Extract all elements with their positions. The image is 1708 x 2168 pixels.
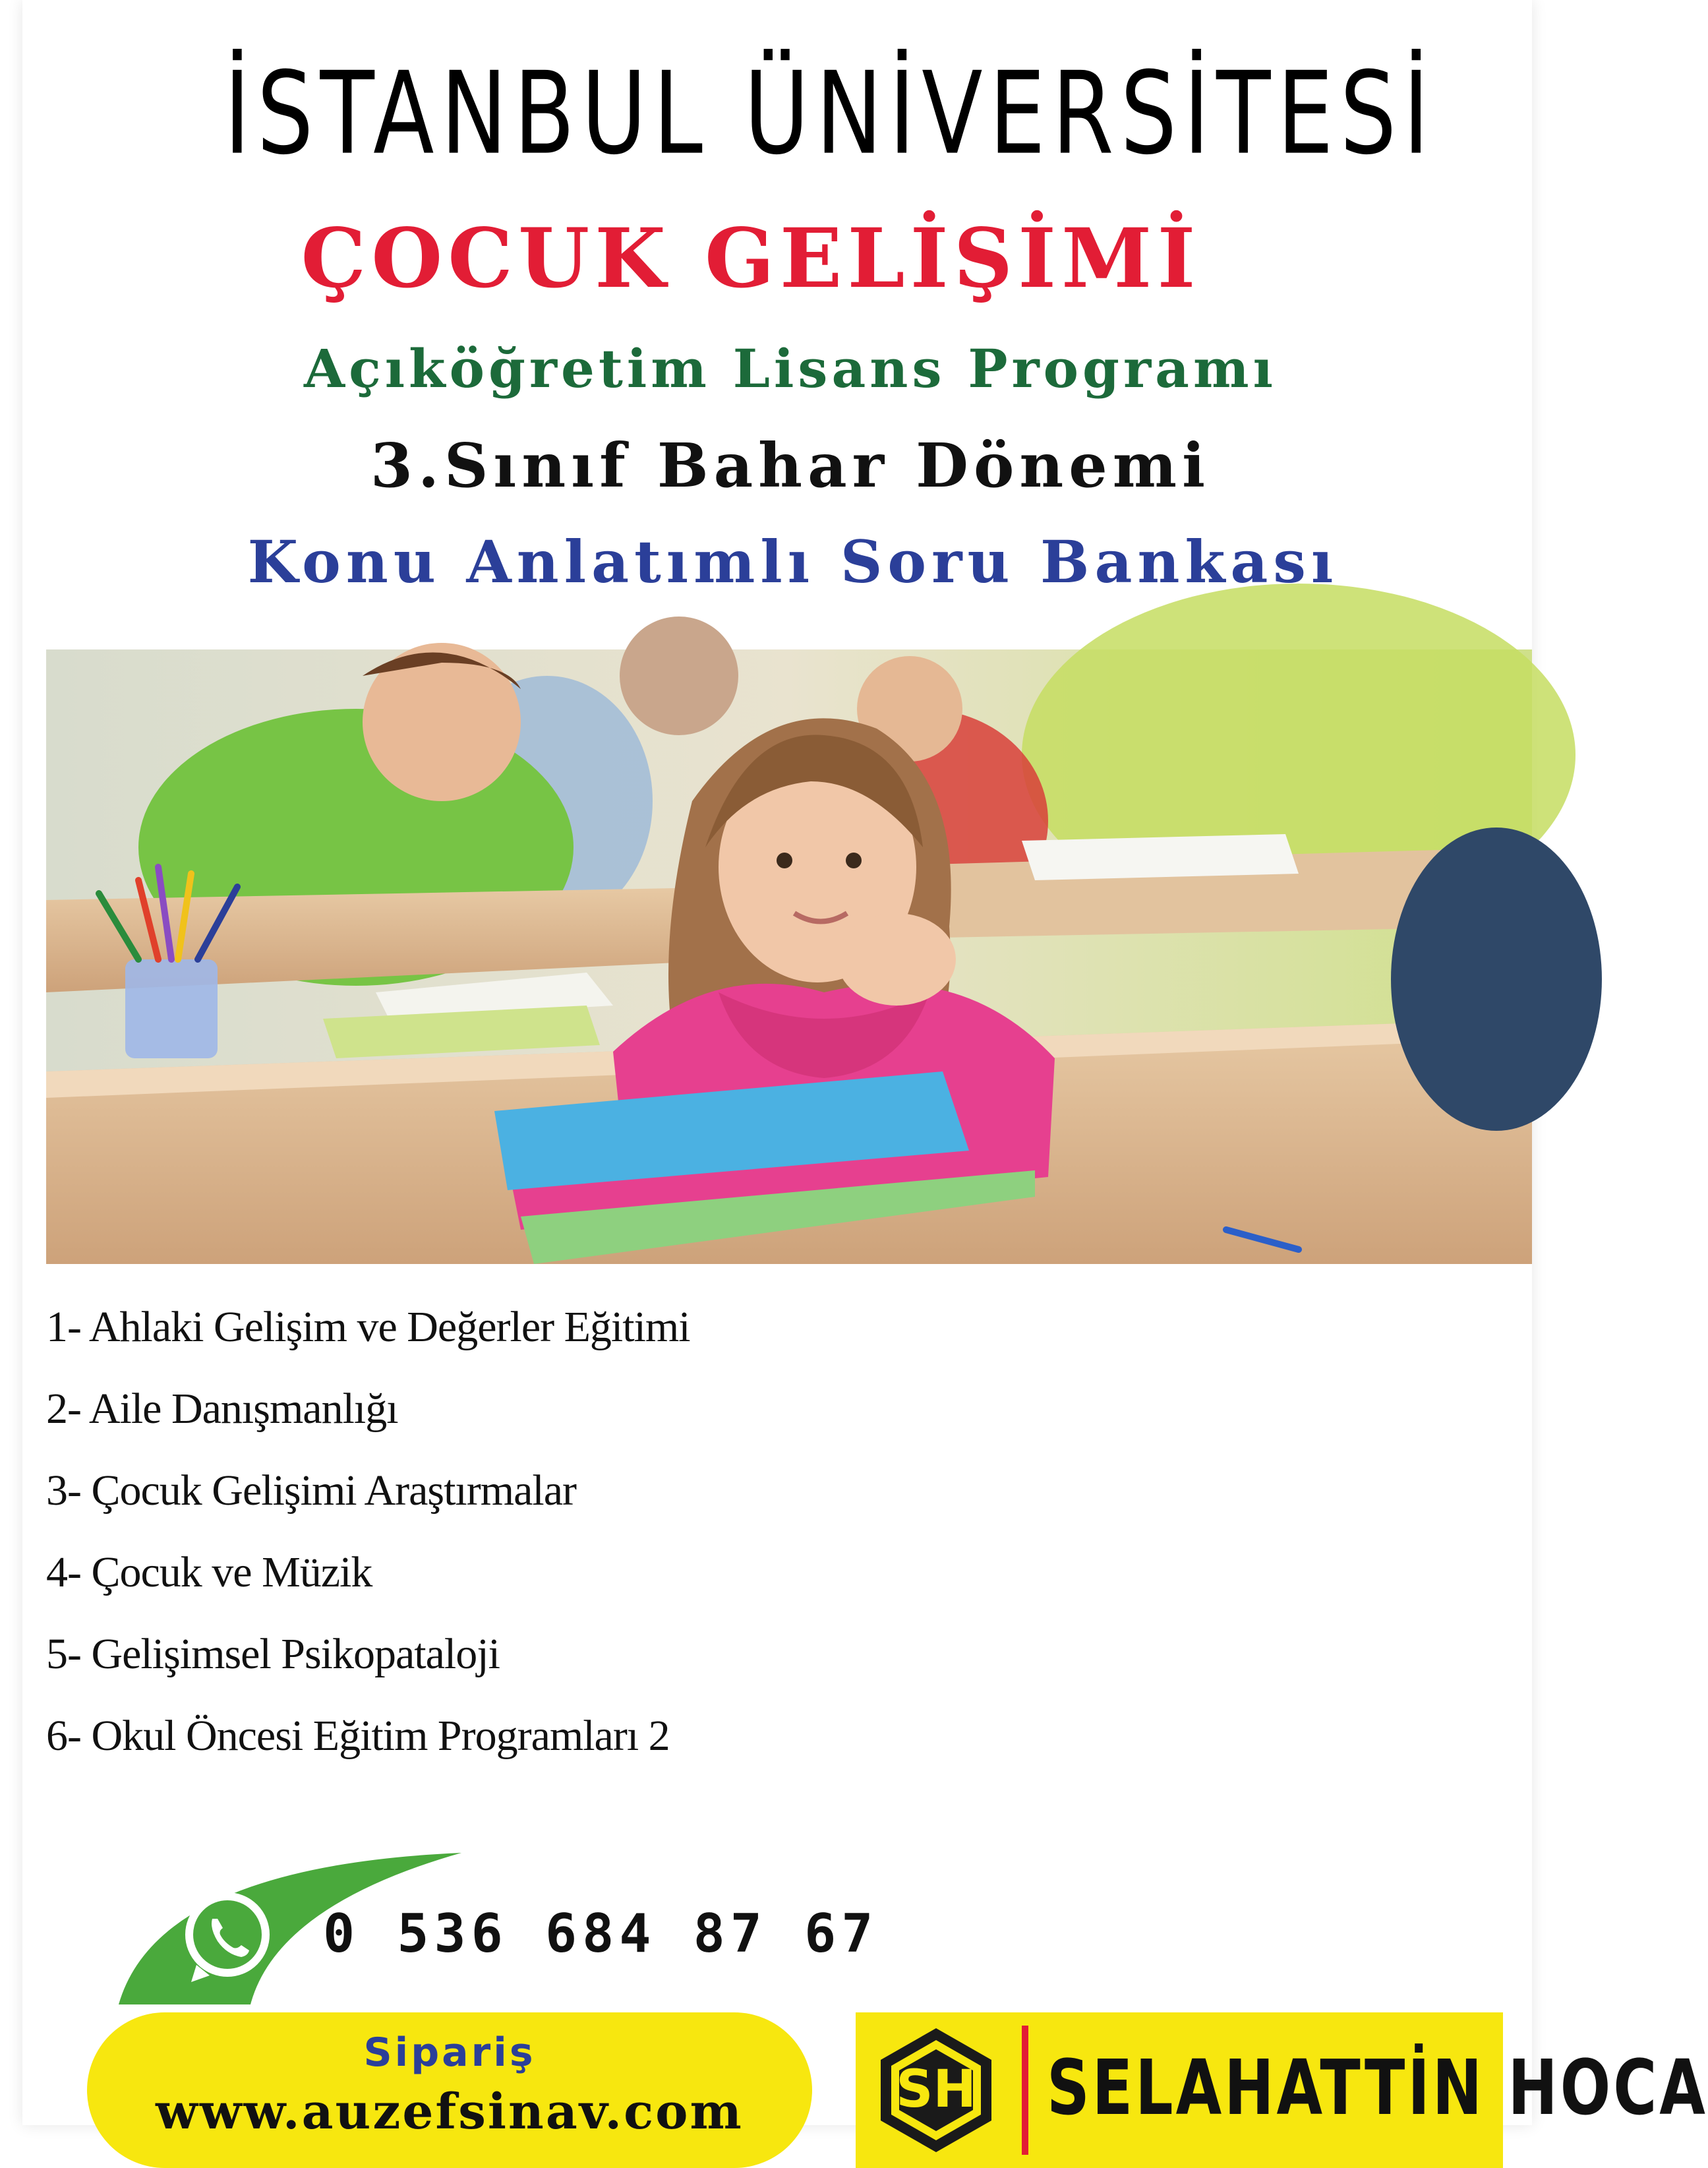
phone-number[interactable]: 0 536 684 87 67 [323, 1903, 879, 1964]
order-banner[interactable] [87, 2012, 812, 2168]
program-title: ÇOCUK GELİŞİMİ [301, 211, 1201, 307]
classroom-photo [46, 649, 1532, 1264]
course-item-5: 5- Gelişimsel Psikopataloji [46, 1630, 500, 1678]
term-subtitle: 3.Sınıf Bahar Dönemi [370, 430, 1211, 501]
course-item-3: 3- Çocuk Gelişimi Araştırmalar [46, 1466, 576, 1515]
website-link[interactable]: www.auzefsinav.com [156, 2084, 744, 2140]
whatsapp-icon[interactable] [178, 1887, 277, 1986]
brand-name: SELAHATTİN HOCA [1047, 2043, 1708, 2132]
brand-banner [856, 2012, 1708, 2168]
book-type-subtitle: Konu Anlatımlı Soru Bankası [247, 527, 1339, 596]
course-item-4: 4- Çocuk ve Müzik [46, 1548, 372, 1596]
university-title: İSTANBUL ÜNİVERSİTESİ [223, 47, 1436, 181]
course-item-2: 2- Aile Danışmanlığı [46, 1385, 398, 1433]
brand-divider [1022, 2026, 1028, 2155]
course-item-6: 6- Okul Öncesi Eğitim Programları 2 [46, 1712, 670, 1760]
sh-logo-text: SH [896, 2060, 976, 2119]
course-item-1: 1- Ahlaki Gelişim ve Değerler Eğitimi [46, 1303, 690, 1351]
order-label: Sipariş [363, 2030, 536, 2076]
program-type-subtitle: Açıköğretim Lisans Programı [304, 338, 1277, 400]
classroom-illustration [46, 649, 1532, 1264]
sh-logo-icon [870, 2024, 1002, 2156]
